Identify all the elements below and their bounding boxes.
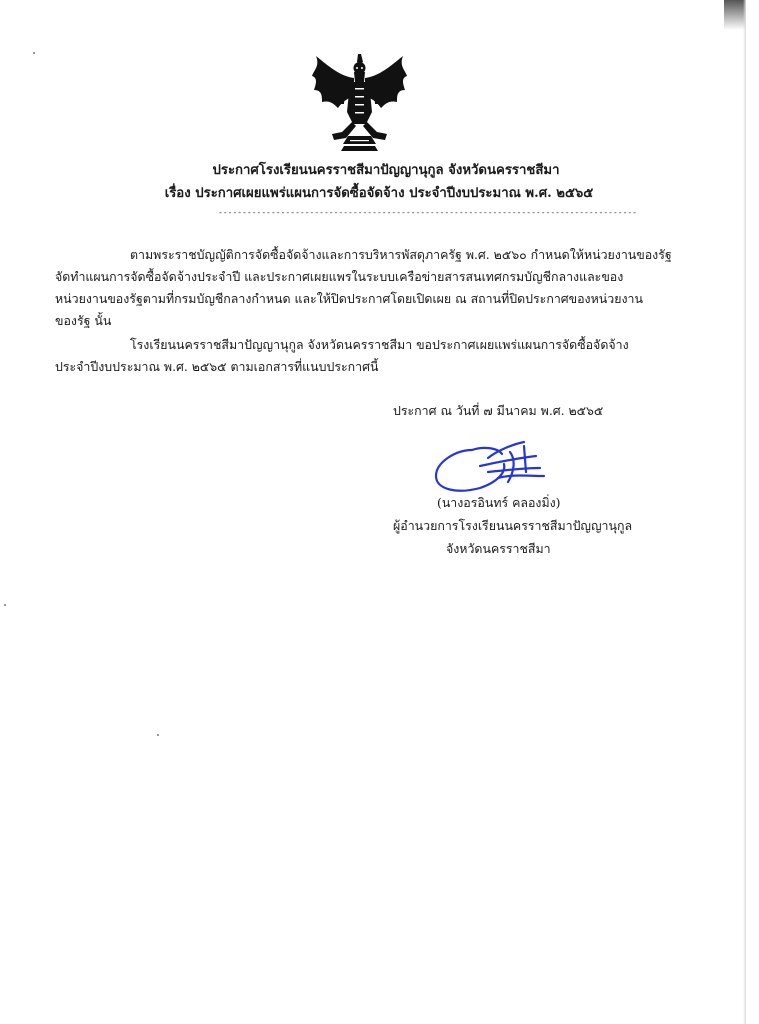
handwritten-signature bbox=[428, 432, 568, 502]
announcement-title: ประกาศโรงเรียนนครราชสีมาปัญญานุกูล จังหวัดนครราชสีมา bbox=[212, 163, 560, 178]
garuda-emblem-icon bbox=[308, 52, 414, 152]
signer-province: จังหวัดนครราชสีมา bbox=[446, 541, 551, 556]
scan-edge-line bbox=[743, 0, 746, 1024]
signer-name: (นางอรอินทร์ คลองมิ่ง) bbox=[437, 495, 561, 510]
paragraph1-line3: หน่วยงานของรัฐตามที่กรมบัญชีกลางกำหนด และให้ปิดประกาศโดยเปิดเผย ณ สถานที่ปิดประกาศของหน่วยงาน bbox=[55, 291, 643, 306]
paragraph1-line4: ของรัฐ นั้น bbox=[55, 313, 112, 328]
scan-speck bbox=[4, 604, 6, 606]
announcement-date: ประกาศ ณ วันที่ ๗ มีนาคม พ.ศ. ๒๕๖๕ bbox=[393, 403, 604, 418]
title-divider: --------------------------------------------------------------------------------------- bbox=[218, 208, 638, 217]
paragraph1-line1: ตามพระราชบัญญัติการจัดซื้อจัดจ้างและการบริหารพัสดุภาครัฐ พ.ศ. ๒๕๖๐ กำหนดให้หน่วยงานของรัฐ bbox=[130, 247, 672, 262]
paragraph2-line1: โรงเรียนนครราชสีมาปัญญานุกูล จังหวัดนครราชสีมา ขอประกาศเผยแพร่แผนการจัดซื้อจัดจ้าง bbox=[130, 337, 629, 352]
signer-position: ผู้อำนวยการโรงเรียนนครราชสีมาปัญญานุกูล bbox=[393, 518, 633, 533]
paragraph2-line2: ประจำปีงบประมาณ พ.ศ. ๒๕๖๕ ตามเอกสารที่แนบประกาศนี้ bbox=[55, 359, 379, 374]
announcement-subject: เรื่อง ประกาศเผยแพร่แผนการจัดซื้อจัดจ้าง ประจำปีงบประมาณ พ.ศ. ๒๕๖๕ bbox=[164, 186, 594, 201]
paragraph1-line2: จัดทำแผนการจัดซื้อจัดจ้างประจำปี และประกาศเผยแพรในระบบเครือข่ายสารสนเทศกรมบัญชีกลางและของ bbox=[55, 269, 624, 284]
scan-speck bbox=[33, 52, 35, 54]
scan-speck bbox=[157, 734, 159, 736]
